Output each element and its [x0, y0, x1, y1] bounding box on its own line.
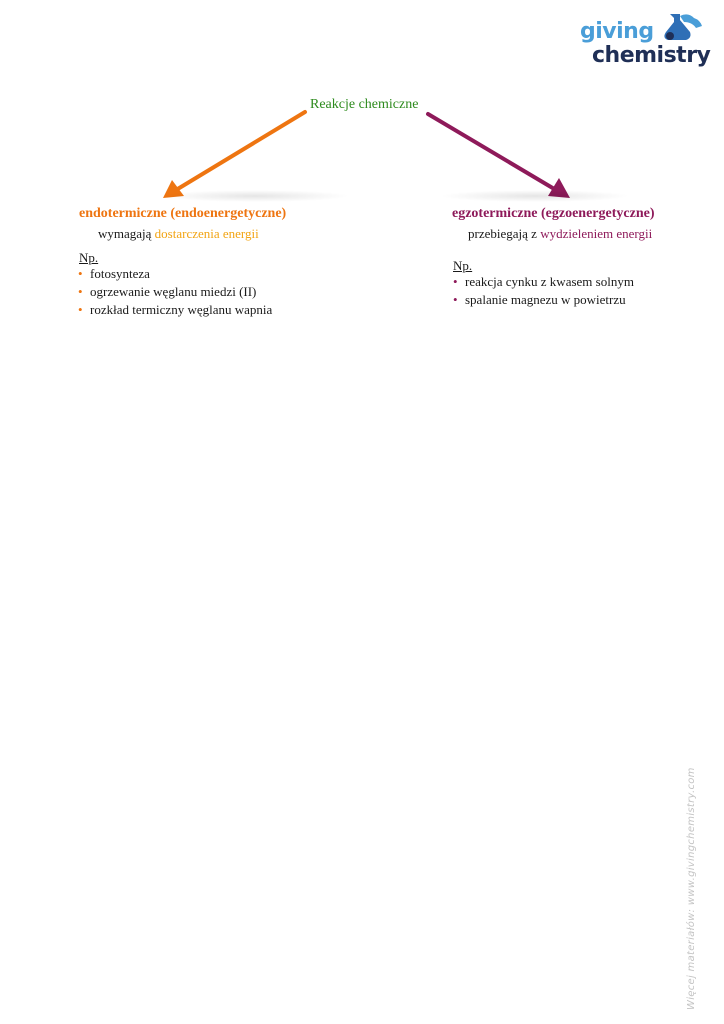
list-item [78, 301, 272, 319]
bullet-icon: • [78, 266, 83, 281]
egzo-heading: egzotermiczne (egzoenergetyczne) [452, 206, 655, 221]
bullet-icon: • [453, 292, 458, 307]
page-title: Reakcje chemiczne [310, 97, 419, 112]
endo-np-label: Np. [79, 250, 99, 265]
list-item-text: fotosynteza [90, 266, 150, 281]
arrow-left [163, 112, 305, 198]
list-item [453, 291, 634, 309]
egzo-np-label: Np. [453, 258, 473, 273]
egzo-subline [468, 225, 652, 242]
side-note-link[interactable]: Więcej materiałów: www.givingchemistry.com [686, 767, 697, 1010]
list-item-text: spalanie magnezu w powietrzu [465, 292, 626, 307]
endo-sub-highlight: dostarczenia energii [154, 226, 259, 241]
endo-subline [98, 225, 259, 242]
heading-shadow-left [160, 190, 350, 202]
list-item-text: ogrzewanie węglanu miedzi (II) [90, 284, 257, 299]
bullet-icon: • [78, 302, 83, 317]
list-item [78, 283, 272, 301]
list-item-text: rozkład termiczny węglanu wapnia [90, 302, 273, 317]
list-item [453, 273, 634, 291]
endo-sub-prefix: wymagają [98, 226, 155, 241]
arrow-right [428, 114, 570, 198]
heading-shadow-right [440, 190, 630, 202]
egzo-examples-list [453, 273, 634, 309]
logo-text-giving: giving [580, 19, 654, 44]
list-item-text: reakcja cynku z kwasem solnym [465, 274, 634, 289]
egzo-sub-prefix: przebiegają z [468, 226, 541, 241]
egzo-sub-highlight: wydzieleniem energii [540, 226, 653, 241]
bullet-icon: • [453, 274, 458, 289]
list-item [78, 265, 272, 283]
logo-text-chemistry: chemistry [592, 43, 711, 68]
bullet-icon: • [78, 284, 83, 299]
endo-examples-list [78, 265, 272, 319]
endo-heading: endotermiczne (endoenergetyczne) [79, 206, 287, 221]
